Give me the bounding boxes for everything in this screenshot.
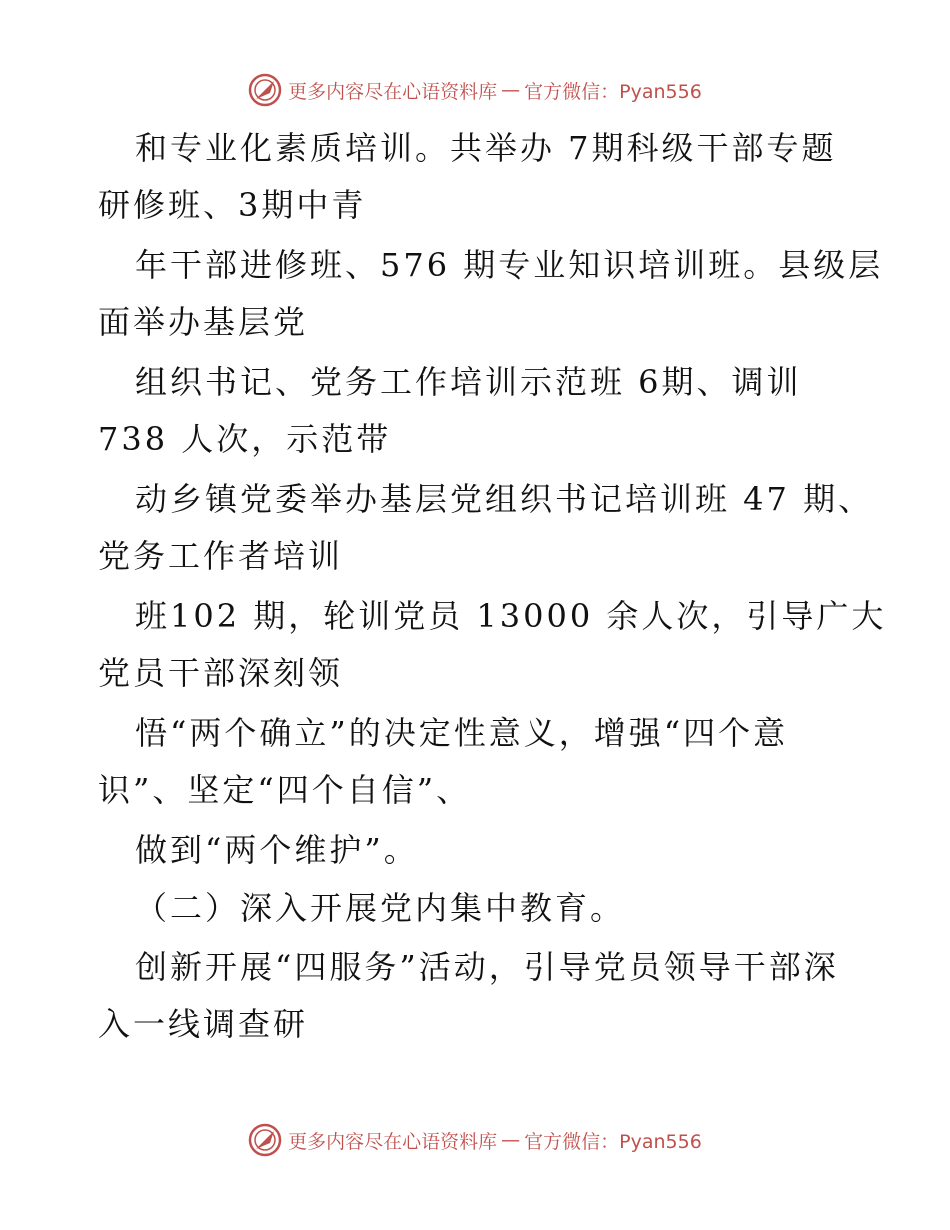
text-line: 识”、坚定“四个自信”、: [98, 771, 472, 809]
header-watermark: [0, 70, 950, 110]
watermark-suffix: 官方微信：Pyan556: [524, 80, 702, 103]
watermark-brand: 更多内容尽在心语资料库: [288, 80, 498, 103]
watermark-dash: —: [501, 79, 521, 101]
text-line: 年干部进修班、576 期专业知识培训班。县级层: [135, 246, 884, 284]
watermark-suffix: 官方微信：Pyan556: [524, 1130, 702, 1153]
section-heading: （二）深入开展党内集中教育。: [135, 889, 626, 927]
brand-logo-icon: [248, 1123, 282, 1157]
text-line: 和专业化素质培训。共举办 7期科级干部专题: [135, 129, 837, 167]
text-line: 悟“两个确立”的决定性意义，增强“四个意: [135, 714, 789, 752]
text-line: 面举办基层党: [98, 303, 309, 341]
text-line: 党员干部深刻领: [98, 654, 344, 692]
text-line: 研修班、3期中青: [98, 186, 367, 224]
text-line: 做到“两个维护”。: [135, 831, 419, 869]
text-line: 组织书记、党务工作培训示范班 6期、调训: [135, 363, 802, 401]
text-line: 738 人次，示范带: [98, 420, 392, 458]
brand-logo-icon: [248, 73, 282, 107]
text-line: 创新开展“四服务”活动，引导党员领导干部深: [135, 948, 839, 986]
watermark-dash: —: [501, 1129, 521, 1151]
text-line: 班102 期，轮训党员 13000 余人次，引导广大: [135, 597, 887, 635]
text-line: 党务工作者培训: [98, 537, 344, 575]
text-line: 动乡镇党委举办基层党组织书记培训班 47 期、: [135, 480, 874, 518]
footer-watermark: [0, 1120, 950, 1160]
text-line: 入一线调查研: [98, 1005, 309, 1043]
watermark-brand: 更多内容尽在心语资料库: [288, 1130, 498, 1153]
